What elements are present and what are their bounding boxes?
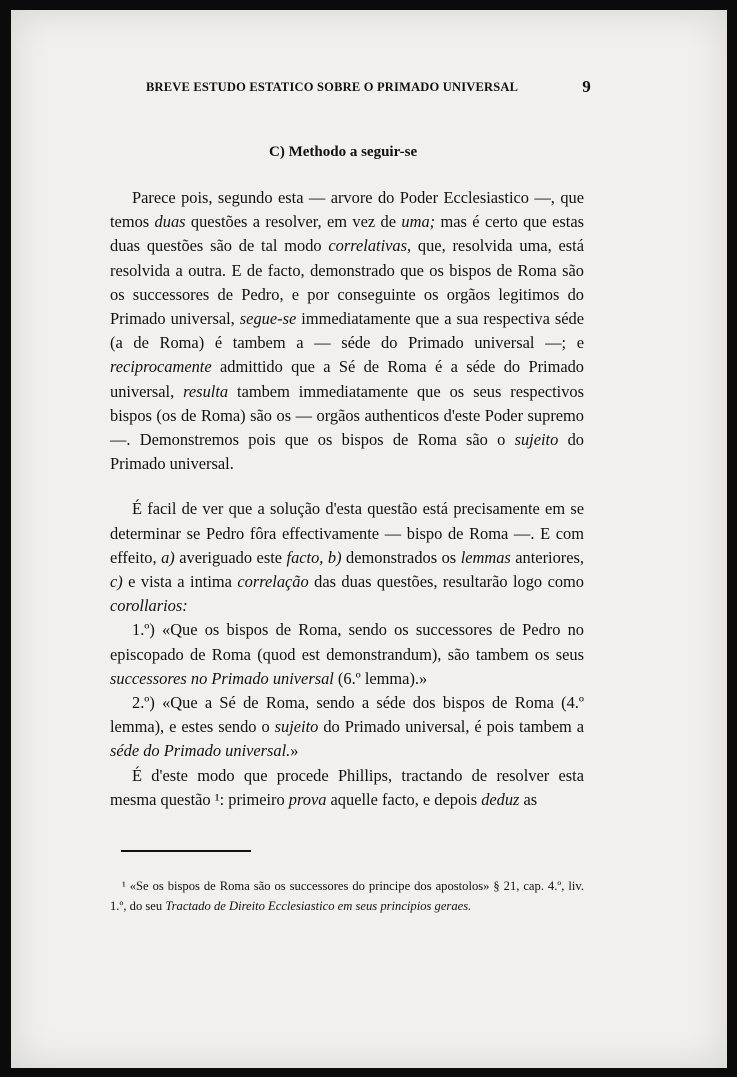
italic-text: c) [110, 572, 123, 592]
document-page [11, 10, 727, 1068]
italic-text: resulta [183, 381, 229, 401]
footnote-text [110, 876, 584, 916]
italic-text: séde do Primado universal. [110, 741, 291, 761]
italic-text: successores no Primado universal [110, 668, 334, 688]
text-run: 1.º) «Que os bispos de Roma, sendo os successores de Pedro no episcopado de Roma (quod est demonstrandum), são tambem os seus [110, 620, 584, 664]
italic-text: segue-se [239, 309, 297, 329]
italic-text: sujeito [274, 717, 319, 737]
text-run: É d'este modo que procede Phillips, tractando de resolver esta mesma questão ¹: primeiro [110, 765, 584, 809]
italic-text: corollarios: [110, 596, 188, 616]
paragraph [110, 691, 584, 764]
text-run: ¹ «Se os bispos de Roma são os successores do principe dos apostolos» § 21, cap. 4.º, liv. 1.º, do seu [110, 879, 584, 913]
text-run: das duas questões, resultarão logo como [308, 572, 584, 592]
running-header [146, 77, 591, 96]
text-run: e vista a intima [122, 572, 238, 592]
text-run: É facil de ver que a solução d'esta questão está precisamente em se determinar se Pedro fôra effectivamente — bispo de Roma —. E com effeito, [110, 499, 584, 567]
italic-text: prova [288, 789, 327, 809]
italic-text: reciprocamente [110, 357, 212, 377]
italic-text: deduz [481, 789, 520, 809]
text-run: que, resolvida uma, está resolvida a outra. E de facto, demonstrado que os bispos de Roma são os successores de Pedro, e por conseguinte os orgãos legitimos do Primado universal, [110, 236, 584, 329]
italic-text: uma; [401, 212, 436, 232]
footnote [110, 876, 584, 916]
text-run: admittido que a Sé de Roma é a séde do Primado universal, [110, 357, 584, 401]
section-title: C) Methodo a seguir-se [269, 144, 418, 160]
text-run: questões a resolver, em vez de [185, 212, 402, 232]
paragraph [110, 618, 584, 691]
text-run: do Primado universal, é pois tambem a [318, 717, 585, 737]
body-text [110, 186, 584, 812]
italic-text: sujeito [514, 430, 559, 450]
paragraph [110, 186, 584, 476]
running-title: BREVE ESTUDO ESTATICO SOBRE O PRIMADO UNIVERSAL [146, 80, 519, 94]
text-run: » [290, 741, 299, 761]
paragraph [110, 497, 584, 618]
text-run: aquelle facto, e depois [326, 789, 482, 809]
text-run: averiguado este [174, 547, 287, 567]
italic-text: a) [161, 547, 175, 567]
text-run: mas é certo que estas duas questões são de tal modo [110, 212, 585, 256]
text-run: do Primado universal. [110, 430, 584, 474]
text-run: 2.º) «Que a Sé de Roma, sendo a séde dos bispos de Roma (4.º lemma), e estes sendo o [110, 693, 584, 737]
text-run: Parece pois, segundo esta — arvore do Poder Ecclesiastico —, que temos [110, 188, 584, 232]
text-run: as [519, 789, 538, 809]
text-run: immediatamente que a sua respectiva séde (a de Roma) é tambem a — séde do Primado universal —; e [110, 309, 584, 353]
text-run: tambem immediatamente que os seus respectivos bispos (os de Roma) são os — orgãos authenticos d'este Poder supremo —. Demonstremos pois que os bispos de Roma são o [110, 381, 585, 450]
text-run: demonstrados os [341, 547, 461, 567]
footnote-divider [121, 850, 251, 852]
paragraph [110, 764, 584, 812]
italic-text: facto, [286, 547, 324, 567]
italic-text: correlativas, [328, 236, 412, 256]
italic-text: correlação [237, 572, 309, 592]
text-run: anteriores, [510, 547, 584, 567]
italic-text: Tractado de Direito Ecclesiastico em seus principios geraes. [165, 899, 472, 913]
italic-text: b) [327, 547, 342, 567]
text-run: (6.º lemma).» [333, 668, 428, 688]
italic-text: lemmas [460, 547, 511, 567]
italic-text: duas [154, 212, 186, 232]
page-number: 9 [582, 77, 591, 96]
